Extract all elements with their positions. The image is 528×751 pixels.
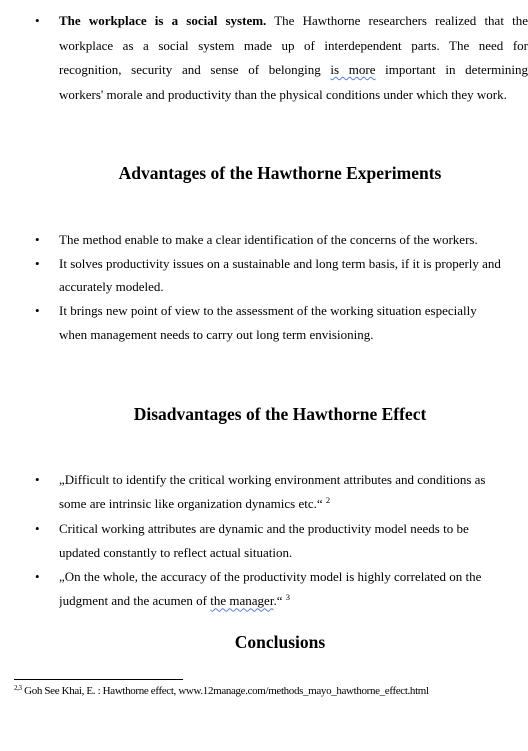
bullet: • (35, 232, 40, 247)
bullet: • (35, 13, 40, 28)
intro-list (0, 9, 528, 107)
bullet: • (35, 472, 40, 487)
disadvantages-list (0, 468, 528, 614)
list-item: • Critical working attributes are dynamic and the productivity model needs to be updated constantly to reflect actual situation. (0, 517, 528, 566)
bullet: • (35, 255, 40, 271)
list-item: • „On the whole, the accuracy of the productivity model is highly correlated on the judgment and the acumen of the manager.“ $^3$ (0, 565, 528, 614)
bold-lead: The workplace is a social system. (59, 13, 267, 28)
disadvantages-heading: Disadvantages of the Hawthorne Effect (133, 404, 427, 424)
advantages-list (0, 228, 528, 347)
list-item (0, 9, 528, 107)
footnote-text: Goh See Khai, E. : Hawthorne effect, www.12manage.com/methods_mayo_hawthorne_effect.html (21, 685, 429, 697)
footnote (14, 685, 429, 697)
bullet: • (35, 569, 40, 585)
grammar-squiggle: the manager (210, 593, 274, 609)
advantages-heading: Advantages of the Hawthorne Experiments (118, 163, 442, 183)
intro-paragraph: The workplace is a social system. The Hawthorne researchers realized that the workplace as a social system made up of interdependent parts. The need for recognition, security and sense of belonging is more important in determining workers' morale and productivity than the physical conditions under which they work. (59, 13, 528, 102)
footnote-ref: 3 (285, 592, 290, 603)
list-item: • „Difficult to identify the critical working environment attributes and conditions as some are intrinsic like organization dynamics etc.“ $^2$ (0, 468, 528, 517)
footnote-divider (14, 679, 183, 680)
list-item: • It solves productivity issues on a sustainable and long term basis, if it is properly and accurately modeled. (0, 252, 528, 299)
footnote-marker: 2,3 (14, 684, 22, 692)
list-item: • It brings new point of view to the assessment of the working situation especially when management needs to carry out long term envisioning. (0, 299, 528, 346)
conclusions-heading: Conclusions (234, 632, 326, 652)
list-item: • The method enable to make a clear identification of the concerns of the workers. (0, 228, 528, 252)
grammar-squiggle: is more (330, 62, 376, 77)
bullet: • (35, 520, 40, 536)
footnote-ref: 2 (325, 495, 331, 506)
bullet: • (35, 303, 40, 319)
